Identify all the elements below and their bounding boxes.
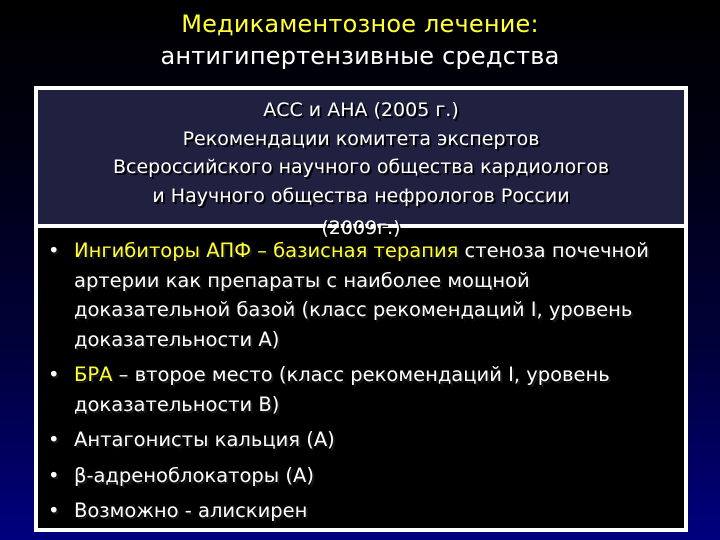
slide-title [0, 8, 720, 72]
bullet-icon: • [48, 499, 60, 522]
recommendations-list [38, 236, 684, 532]
source-text [38, 96, 684, 210]
source-box [34, 86, 688, 246]
source-line-2: Рекомендации комитета экспертов [182, 127, 540, 150]
bullet-text: Антагонисты кальция (А) [74, 428, 335, 451]
source-line-4: и Научного общества нефрологов России [152, 184, 570, 207]
source-line-5: (2009г.) [321, 217, 401, 239]
list-item [38, 461, 684, 491]
bullet-text: Возможно - алискирен [74, 499, 308, 522]
list-item [38, 360, 684, 419]
source-line-3: Всероссийского научного общества кардиологов [112, 156, 610, 178]
bullet-highlight: Ингибиторы АПФ – базисная терапия [74, 239, 459, 262]
recommendations-box [34, 217, 688, 532]
list-item [38, 496, 684, 526]
bullet-text: β-адреноблокаторы (А) [74, 463, 314, 487]
bullet-icon: • [48, 239, 60, 262]
title-line-1: Медикаментозное лечение: [181, 10, 539, 38]
bullet-highlight: БРА [74, 363, 113, 386]
bullet-text: стеноза почечной артерии как препараты с наиболее мощной доказательной базой (класс рекомендаций I, уровень доказательности А) [74, 239, 649, 351]
bullet-text: – второе место (класс рекомендаций I, уровень доказательности В) [74, 363, 610, 416]
bullet-icon: • [48, 463, 60, 487]
bullet-icon: • [48, 363, 60, 386]
list-item [38, 236, 684, 354]
bullet-icon: • [48, 428, 60, 451]
source-line-1: АСС и АНА (2005 г.) [263, 99, 459, 121]
title-line-2: антигипертензивные средства [160, 42, 560, 70]
list-item [38, 425, 684, 455]
